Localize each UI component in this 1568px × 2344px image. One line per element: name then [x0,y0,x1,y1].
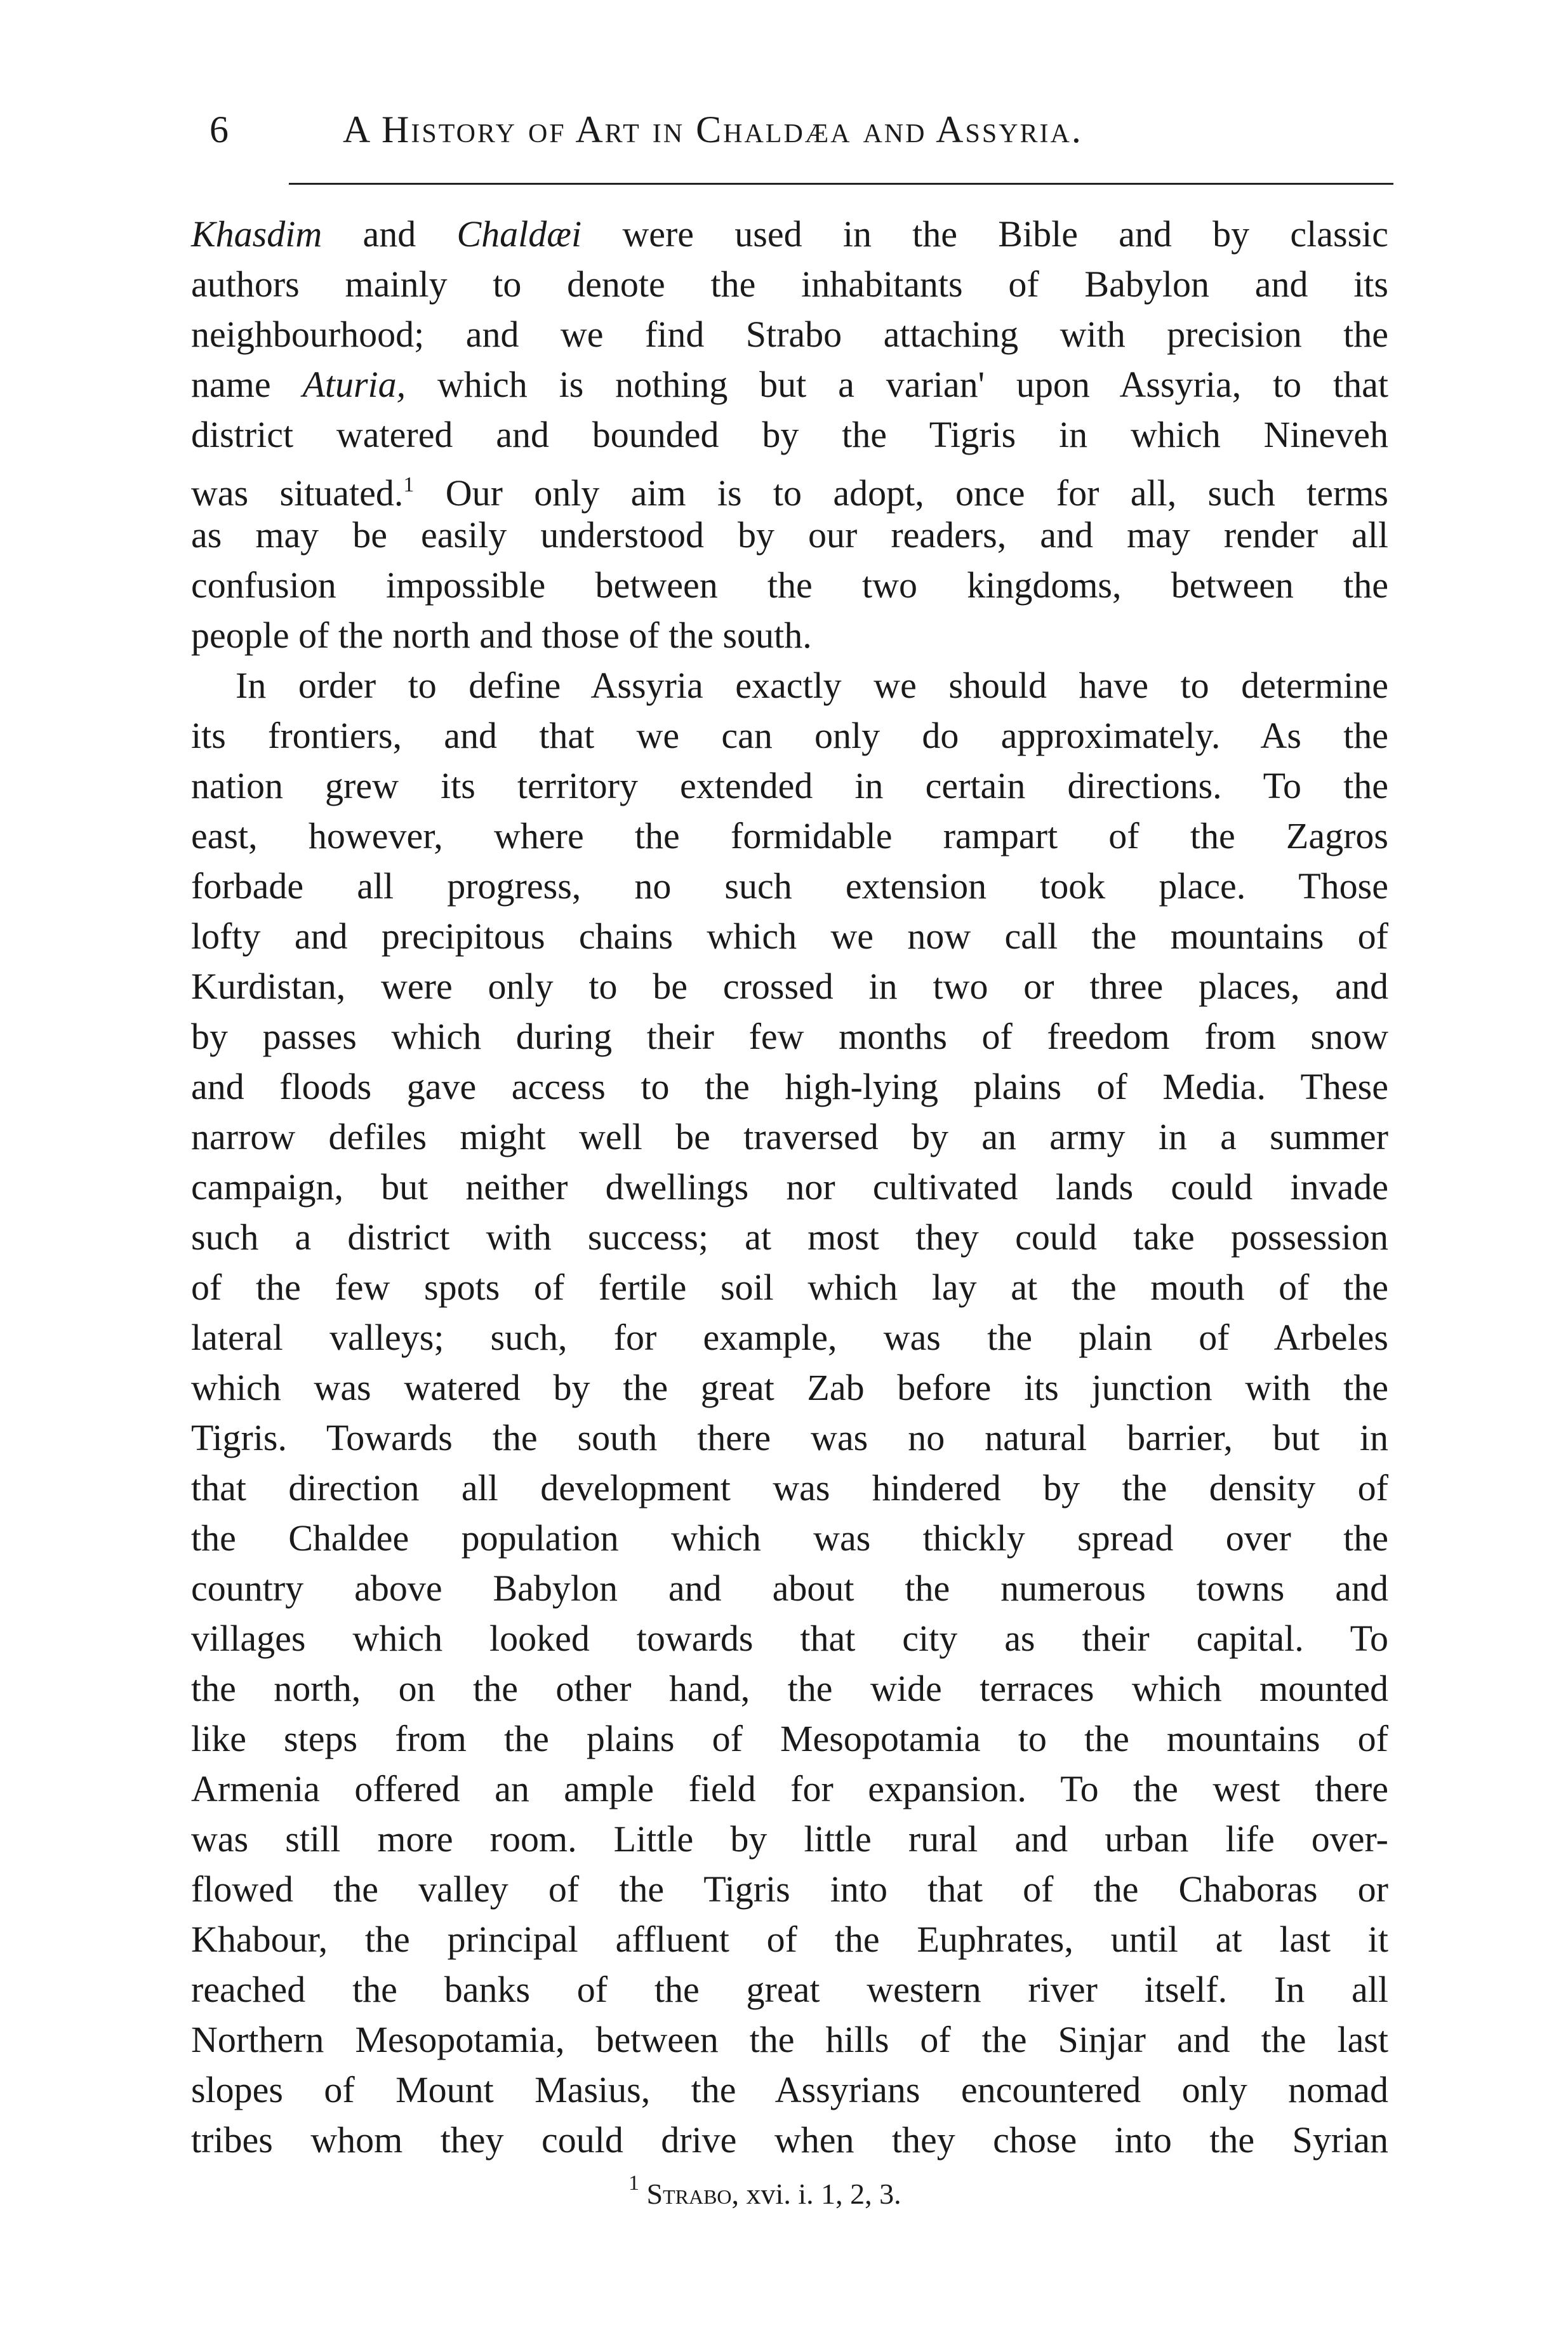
text-segment: east, however, where the formidable rampart of the Zagros [191,815,1388,856]
text-segment: like steps from the plains of Mesopotamia to the mountains of [191,1718,1388,1759]
text-segment: In order to define Assyria exactly we should have to determine [236,665,1388,706]
text-segment: was situated. [191,472,404,514]
text-segment: which was watered by the great Zab before its junction with the [191,1367,1388,1408]
text-segment: forbade all progress, no such extension took place. Those [191,865,1388,907]
text-segment: the north, on the other hand, the wide terraces which mounted [191,1668,1388,1709]
text-segment: were used in the Bible and by classic [581,213,1388,255]
text-line [191,1864,1388,1914]
text-segment: its frontiers, and that we can only do approximately. As the [191,715,1388,756]
text-segment: name [191,364,303,405]
italic-term: Khasdim [191,213,322,255]
text-segment: was still more room. Little by little rural and urban life over- [191,1818,1388,1860]
text-line [191,1413,1388,1463]
text-line [191,861,1388,911]
text-line [191,1212,1388,1262]
text-line [191,2014,1388,2065]
text-line [191,2065,1388,2115]
footnote [628,2171,901,2211]
text-segment: people of the north and those of the south. [191,615,812,656]
text-segment: by passes which during their few months of freedom from snow [191,1016,1388,1057]
text-line [191,1964,1388,2014]
text-line [191,610,1388,660]
text-line [191,1914,1388,1964]
body-text [191,209,1388,2165]
text-segment: Our only aim is to adopt, once for all, such terms [414,472,1389,514]
text-line [191,1362,1388,1413]
footnote-marker: 1 [628,2171,639,2195]
text-segment: district watered and bounded by the Tigris in which Nineveh [191,414,1388,455]
text-segment: and [322,213,457,255]
text-line [191,911,1388,961]
text-line [191,961,1388,1011]
text-segment: country above Babylon and about the numerous towns and [191,1568,1388,1609]
text-line [191,359,1388,410]
text-line [191,410,1388,460]
text-segment: which is nothing but a varian' upon Assyria, to that [406,364,1388,405]
text-segment: authors mainly to denote the inhabitants of Babylon and its [191,263,1388,305]
italic-term: Aturia, [302,364,406,405]
text-line [191,1714,1388,1764]
text-segment: as may be easily understood by our readers, and may render all [191,514,1388,556]
text-line [191,2115,1388,2165]
text-segment: of the few spots of fertile soil which lay at the mouth of the [191,1267,1388,1308]
text-segment: slopes of Mount Masius, the Assyrians encountered only nomad [191,2069,1388,2110]
text-segment: the Chaldee population which was thickly spread over the [191,1517,1388,1559]
text-segment: Armenia offered an ample field for expansion. To the west there [191,1768,1388,1809]
text-segment: Northern Mesopotamia, between the hills of the Sinjar and the last [191,2019,1388,2060]
text-line [191,209,1388,259]
text-segment: reached the banks of the great western river itself. In all [191,1969,1388,2010]
text-segment: confusion impossible between the two kingdoms, between the [191,564,1388,606]
text-segment: nation grew its territory extended in certain directions. To the [191,765,1388,806]
text-line [191,1112,1388,1162]
text-line [191,1613,1388,1663]
text-line [191,761,1388,811]
header-rule [289,183,1393,185]
text-segment: tribes whom they could drive when they chose into the Syrian [191,2119,1388,2161]
text-line [191,1011,1388,1062]
text-line [191,660,1388,710]
page-number: 6 [209,109,229,150]
text-segment: flowed the valley of the Tigris into that of the Chaboras or [191,1868,1388,1910]
text-segment: narrow defiles might well be traversed by an army in a summer [191,1116,1388,1157]
text-line [191,1513,1388,1563]
text-line [191,1262,1388,1312]
text-segment: lofty and precipitous chains which we now call the mountains of [191,916,1388,957]
text-line [191,1312,1388,1362]
text-line [191,710,1388,761]
text-line [191,1764,1388,1814]
text-segment: and floods gave access to the high-lying plains of Media. These [191,1066,1388,1107]
footnote-author: Strabo, [646,2178,740,2210]
text-segment: Kurdistan, were only to be crossed in two or three places, and [191,966,1388,1007]
text-segment: Tigris. Towards the south there was no natural barrier, but in [191,1417,1388,1458]
text-segment: neighbourhood; and we find Strabo attaching with precision the [191,314,1388,355]
running-header [190,108,1397,165]
text-segment: villages which looked towards that city as their capital. To [191,1618,1388,1659]
running-title: A History of Art in Chaldæa and Assyria. [343,109,1083,150]
text-line [191,811,1388,861]
text-line [191,560,1388,610]
text-line [191,460,1389,514]
text-segment: such a district with success; at most they could take possession [191,1216,1388,1258]
text-line [191,510,1388,560]
text-line [191,1463,1388,1513]
footnote-reference: xvi. i. 1, 2, 3. [739,2178,901,2210]
text-line [191,259,1388,309]
italic-term: Chaldæi [456,213,582,255]
text-line [191,1563,1388,1613]
text-line [191,1062,1388,1112]
footnote-reference-marker: 1 [403,473,415,496]
text-line [191,1814,1388,1864]
text-line [191,1663,1388,1714]
text-line [191,1162,1388,1212]
text-segment: Khabour, the principal affluent of the Euphrates, until at last it [191,1919,1388,1960]
text-segment: campaign, but neither dwellings nor cultivated lands could invade [191,1166,1388,1208]
text-line [191,309,1388,359]
text-segment: that direction all development was hindered by the density of [191,1467,1388,1508]
text-segment: lateral valleys; such, for example, was the plain of Arbeles [191,1317,1388,1358]
